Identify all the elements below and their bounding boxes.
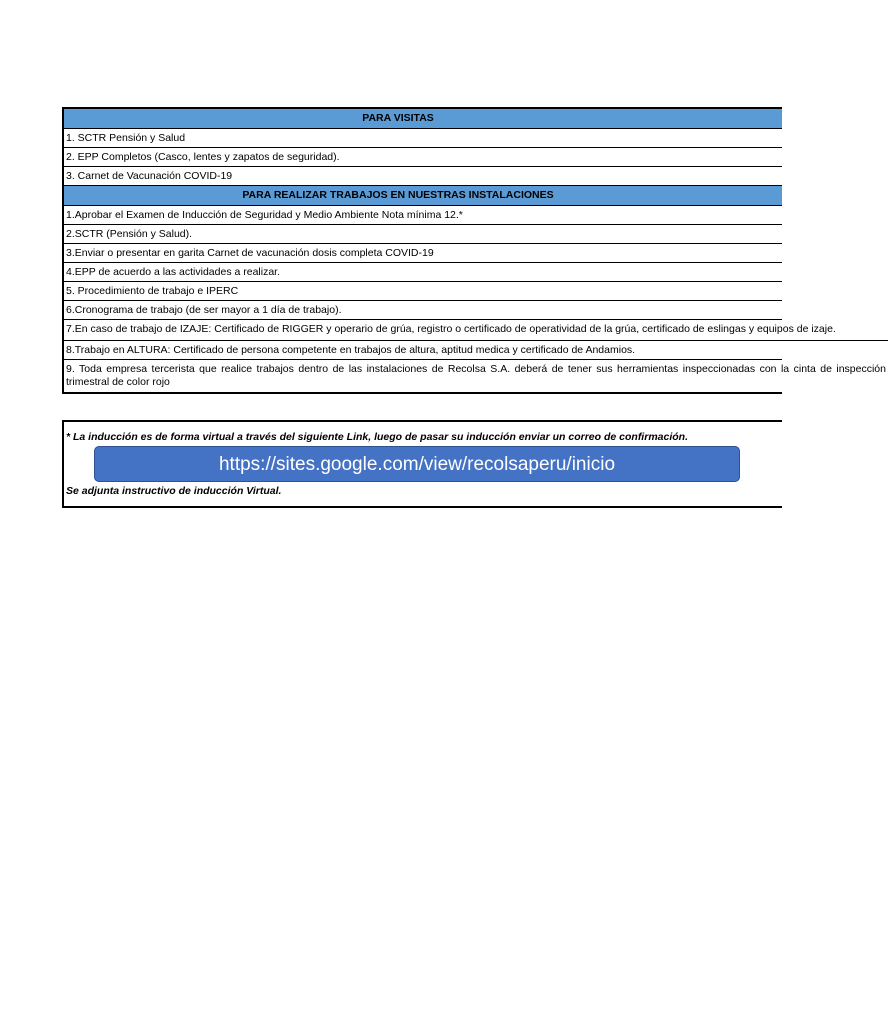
induction-link-button[interactable]: https://sites.google.com/view/recolsaperu/inicio <box>94 446 740 482</box>
induction-note-text: * La inducción es de forma virtual a través del siguiente Link, luego de pasar su inducción enviar un correo de confirmación. <box>66 431 688 443</box>
trabajos-header: PARA REALIZAR TRABAJOS EN NUESTRAS INSTALACIONES <box>64 186 782 206</box>
trabajos-item-5: 5. Procedimiento de trabajo e IPERC <box>64 282 782 301</box>
trabajos-item-6: 6.Cronograma de trabajo (de ser mayor a 1 día de trabajo). <box>64 301 782 320</box>
trabajos-item-3: 3.Enviar o presentar en garita Carnet de vacunación dosis completa COVID-19 <box>64 244 782 263</box>
trabajos-item-2: 2.SCTR (Pensión y Salud). <box>64 225 782 244</box>
visitas-item-2: 2. EPP Completos (Casco, lentes y zapatos de seguridad). <box>64 148 782 167</box>
trabajos-item-4: 4.EPP de acuerdo a las actividades a realizar. <box>64 263 782 282</box>
induction-note-box <box>62 420 782 508</box>
trabajos-item-7: 7.En caso de trabajo de IZAJE: Certificado de RIGGER y operario de grúa, registro o certificado de operatividad de la grúa, certificado de eslingas y equipos de izaje. <box>64 320 888 341</box>
trabajos-item-9: 9. Toda empresa tercerista que realice trabajos dentro de las instalaciones de Recolsa S.A. deberá de tener sus herramientas inspeccionadas con la cinta de inspección trimestral de color rojo <box>66 363 886 388</box>
induction-instructions-text: Se adjunta instructivo de inducción Virtual. <box>66 485 282 497</box>
visitas-header: PARA VISITAS <box>64 109 782 129</box>
requirements-table <box>62 107 886 394</box>
visitas-item-1: 1. SCTR Pensión y Salud <box>64 129 782 148</box>
visitas-item-3: 3. Carnet de Vacunación COVID-19 <box>64 167 782 186</box>
trabajos-item-1: 1.Aprobar el Examen de Inducción de Seguridad y Medio Ambiente Nota mínima 12.* <box>64 206 782 225</box>
trabajos-item-8: 8.Trabajo en ALTURA: Certificado de persona competente en trabajos de altura, aptitud medica y certificado de Andamios. <box>64 341 782 360</box>
